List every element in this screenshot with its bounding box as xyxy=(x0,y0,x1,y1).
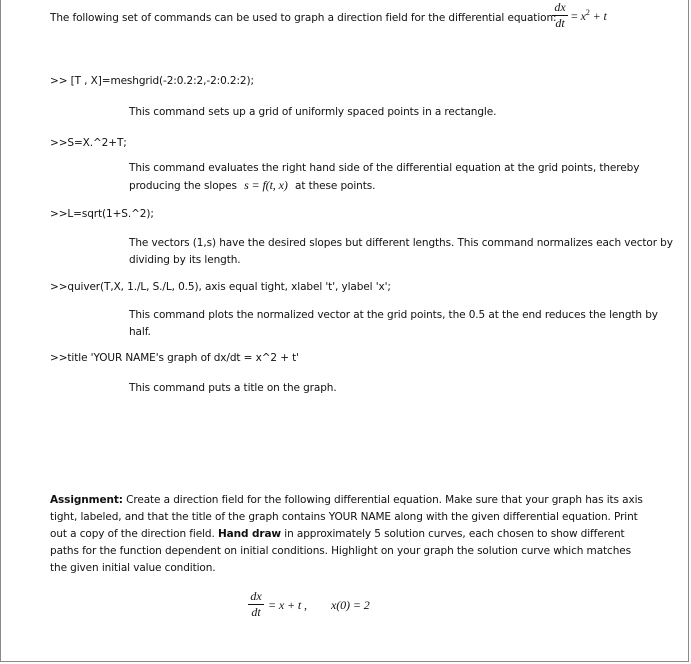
initial-condition-text: x(0) = 2 xyxy=(331,598,370,612)
intro-equation-rhs: = $x^2 + t$ xyxy=(571,8,607,23)
final-eq-rhs: = x + t , xyxy=(268,598,307,612)
final-eq-numerator: dx xyxy=(250,589,262,603)
explanation-quiver-line1: This command plots the normalized vector at the grid points, the 0.5 at the end reduces the length by xyxy=(129,309,658,321)
explanation-slopes-line2: producing the slopes s = f(t, x) at these points. xyxy=(129,178,376,192)
explanation-normalize-line1: The vectors (1,s) have the desired slopes but different lengths. This command normalizes each vector by xyxy=(129,237,673,249)
intro-eq-exponent: 2 xyxy=(585,8,590,17)
assignment-paragraph: Assignment: Create a direction field for the following differential equation. Make sure that your graph has its axis tight, labeled, and that the title of the graph contains YOUR NAME along with the given differential equation. Print out a copy of the direction field. Hand draw in approximately 5 solution curves, each chosen to show different paths for the function dependent on initial conditions. Highlight on your graph the solution curve which matches the given initial value condition. xyxy=(50,494,643,574)
explanation-slopes-line1: This command evaluates the right hand side of the differential equation at the grid points, thereby xyxy=(129,162,640,174)
command-quiver: >>quiver(T,X, 1./L, S./L, 0.5), axis equal tight, xlabel 't', ylabel 'x'; xyxy=(50,281,391,293)
slope-formula: s = f(t, x) xyxy=(244,178,288,192)
intro-eq-x: x xyxy=(580,9,586,23)
command-meshgrid: >> [T , X]=meshgrid(-2:0.2:2,-2:0.2:2); xyxy=(50,75,254,87)
explanation-normalize-line2: dividing by its length. xyxy=(129,254,241,266)
initial-condition xyxy=(331,598,370,613)
intro-eq-denominator: dt xyxy=(555,16,565,30)
intro-equation-fraction xyxy=(552,1,568,30)
command-normalize: >>L=sqrt(1+S.^2); xyxy=(50,208,154,220)
intro-eq-numerator: dx xyxy=(554,0,566,14)
explanation-title: This command puts a title on the graph. xyxy=(129,382,337,394)
hand-draw-emphasis: Hand draw xyxy=(217,528,282,540)
assignment-label: Assignment: xyxy=(50,494,123,506)
command-title: >>title 'YOUR NAME's graph of dx/dt = x^2 + t' xyxy=(50,352,299,364)
final-eq-denominator: dt xyxy=(251,605,261,619)
explanation-meshgrid: This command sets up a grid of uniformly spaced points in a rectangle. xyxy=(129,106,497,118)
intro-eq-tail: + t xyxy=(592,9,607,23)
final-equation-fraction xyxy=(248,590,264,619)
explanation-quiver-line2: half. xyxy=(129,326,151,338)
intro-text: The following set of commands can be used to graph a direction field for the differential equation: xyxy=(50,12,557,24)
command-slopes: >>S=X.^2+T; xyxy=(50,137,127,149)
final-equation-rhs xyxy=(268,598,307,613)
